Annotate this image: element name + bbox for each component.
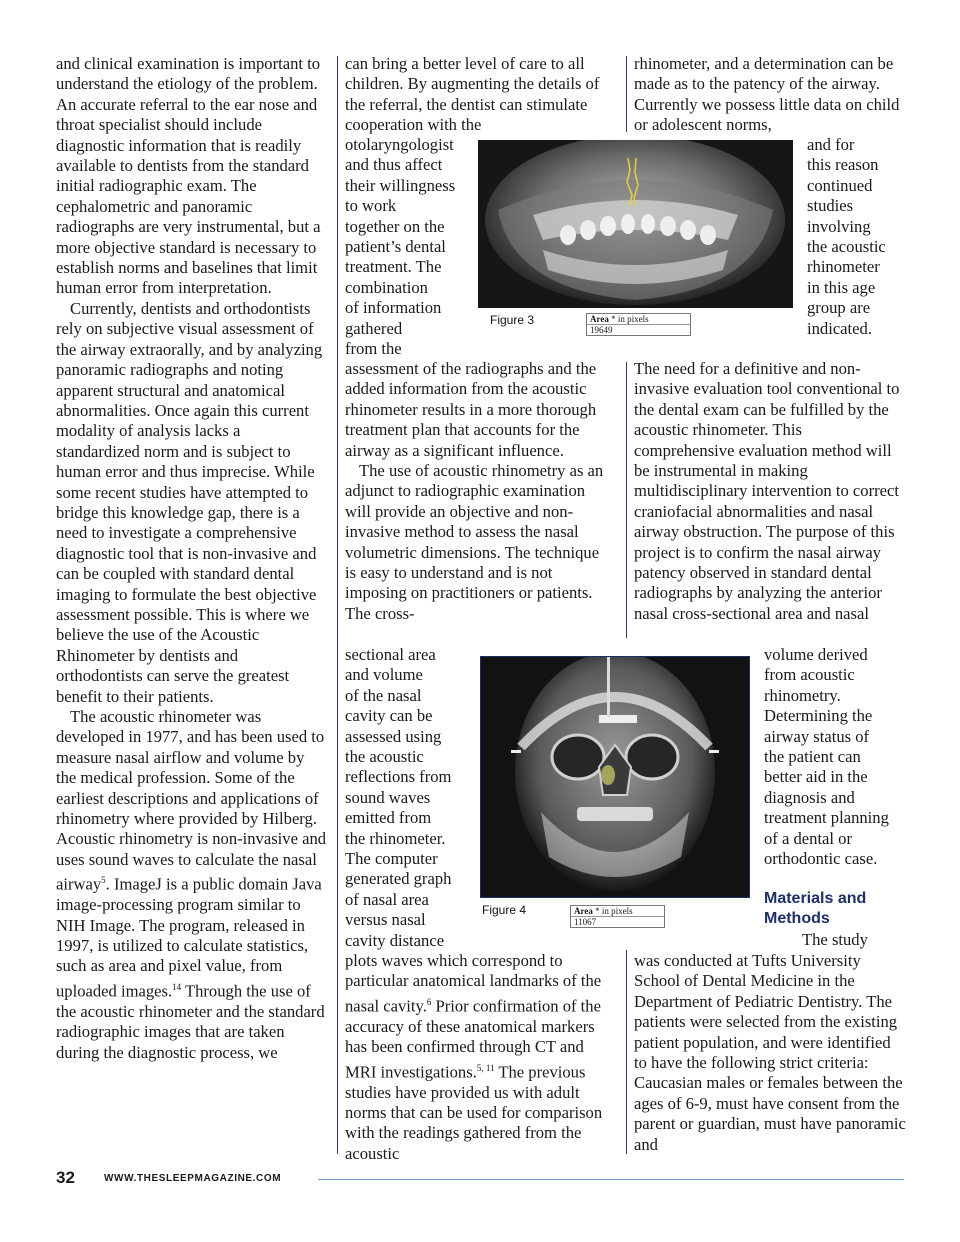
text-line: treatment. The bbox=[345, 257, 442, 277]
text-line: treatment planning bbox=[764, 808, 889, 828]
text-line: orthodontic case. bbox=[764, 849, 878, 869]
website-url[interactable]: WWW.THESLEEPMAGAZINE.COM bbox=[104, 1173, 282, 1184]
text-line: emitted from bbox=[345, 808, 432, 828]
figure-4-cephalometric-radiograph bbox=[480, 656, 750, 898]
area-value: 11067 bbox=[574, 917, 597, 927]
area-unit: * in pixels bbox=[595, 906, 633, 916]
heading-line: Materials and bbox=[764, 890, 867, 907]
text-line: in this age bbox=[807, 277, 876, 297]
area-unit: * in pixels bbox=[611, 314, 649, 324]
text-line: the rhinometer. bbox=[345, 828, 446, 848]
figure-3-panoramic-radiograph bbox=[478, 140, 793, 308]
area-header bbox=[587, 314, 690, 325]
text-line: to work bbox=[345, 196, 397, 216]
text-line: and thus affect bbox=[345, 155, 443, 175]
section-heading bbox=[764, 889, 909, 929]
text-line: The computer bbox=[345, 849, 438, 869]
column-3-bottom bbox=[634, 951, 906, 1155]
paragraph: can bring a better level of care to all children. By augmenting the details of the referral, the dentist can stimulate cooperation with the bbox=[345, 54, 600, 135]
column-divider bbox=[626, 56, 627, 132]
text-line: otolaryngologist bbox=[345, 135, 454, 154]
column-2-top bbox=[345, 54, 607, 136]
heading-line: Methods bbox=[764, 910, 830, 927]
paragraph: was conducted at Tufts University School of Dental Medicine in the Department of Pediatric Dentistry. The patients were selected from the existing patient population, and were identified to have the following strict criteria: Caucasian males or females between the ages of 6-9, must have consent from the parent or guardian, must have panoramic and bbox=[634, 951, 906, 1154]
footer-rule bbox=[318, 1179, 904, 1180]
text-line: patient’s dental bbox=[345, 237, 446, 257]
text: Prior confirmation of the accuracy of these anatomical markers has been confirmed through CT and MRI investigations. bbox=[345, 996, 601, 1082]
figure-3-area-table bbox=[586, 313, 691, 336]
text-line: of nasal area bbox=[345, 889, 429, 909]
column-3-wrap-2 bbox=[764, 645, 909, 869]
text-line: better aid in the bbox=[764, 767, 868, 787]
page-number: 32 bbox=[56, 1168, 75, 1187]
column-1 bbox=[56, 54, 328, 1063]
paragraph: Currently, dentists and orthodontists rely on subjective visual assessment of the airway extraorally, and by analyzing panoramic radiographs and noting apparent structural and anatomical abnormalities. Once again this current modality of analysis lacks a standardized norm and is subject to human error and thus imprecise. While some recent studies have attempted to bridge this knowledge gap, there is a need to investigate a comprehensive diagnostic tool that is non-invasive and can be coupled with standard dental imaging to formulate the best objective assessment possible. This is where we believe the use of the Acoustic Rhinometer by dentists and orthodontists can serve the greatest benefit to their patients. bbox=[56, 298, 323, 706]
text-line: combination bbox=[345, 277, 428, 297]
text-line: assessed using bbox=[345, 726, 442, 746]
text-line: the acoustic bbox=[807, 237, 886, 257]
text-line: volume derived bbox=[764, 645, 868, 664]
paragraph bbox=[345, 951, 611, 1164]
text-line: from acoustic bbox=[764, 665, 855, 685]
text-line: sound waves bbox=[345, 787, 431, 807]
text: plots waves which correspond to particular anatomical landmarks of the nasal cavity. bbox=[345, 951, 602, 1016]
reference: 14 bbox=[172, 981, 182, 992]
text-line: cavity can be bbox=[345, 706, 433, 726]
area-label: Area bbox=[590, 314, 609, 324]
text-line: generated graph bbox=[345, 869, 452, 889]
text-line: rhinometry. bbox=[764, 685, 841, 705]
column-2-bottom bbox=[345, 951, 611, 1164]
text-line: together on the bbox=[345, 216, 445, 236]
text: The previous studies have provided us with adult norms that can be used for comparison with the readings gathered from the acoustic bbox=[345, 1062, 603, 1163]
text-line: and for bbox=[807, 135, 855, 154]
paragraph: The use of acoustic rhinometry as an adjunct to radiographic examination will provide an objective and non-invasive method to assess the nasal volumetric dimensions. The technique is easy to understand and is not imposing on practitioners or patients. The cross- bbox=[345, 461, 604, 623]
column-2-middle bbox=[345, 359, 607, 624]
column-divider bbox=[626, 362, 627, 638]
figure-3-caption: Figure 3 bbox=[490, 313, 535, 327]
text-line: continued bbox=[807, 175, 873, 195]
text-line: indicated. bbox=[807, 318, 872, 338]
paragraph: rhinometer, and a determination can be made as to the patency of the airway. Currently we possess little data on child or adolescent norms, bbox=[634, 54, 900, 135]
text-line: from the bbox=[345, 339, 402, 359]
column-2-wrap-1 bbox=[345, 135, 480, 359]
skull-xray-image bbox=[481, 657, 749, 897]
text-line: and volume bbox=[345, 665, 423, 685]
area-value: 19649 bbox=[590, 325, 613, 335]
text-line: sectional area bbox=[345, 645, 436, 664]
text-line: the acoustic bbox=[345, 747, 424, 767]
area-label: Area bbox=[574, 906, 593, 916]
reference: 6 bbox=[426, 996, 432, 1007]
column-3-first-line bbox=[802, 930, 912, 950]
column-2-wrap-2 bbox=[345, 645, 480, 951]
text-line: airway status of bbox=[764, 726, 870, 746]
text-line: group are bbox=[807, 298, 871, 318]
column-3-middle bbox=[634, 359, 906, 624]
column-divider bbox=[337, 56, 338, 1154]
text: . ImageJ is a public domain Java image-processing program similar to NIH Image. The program, released in 1997, is utilized to calculate statistics, such as area and pixel value, from uploaded images. bbox=[56, 874, 322, 1001]
paragraph: and clinical examination is important to understand the etiology of the problem. An accurate referral to the ear nose and throat specialist should include diagnostic information that is readily available to dentists from the standard initial radiographic exam. The cephalometric and panoramic radiographs are very instrumental, but a more objective standard is necessary to establish norms and baselines that limit human error from interpretation. bbox=[56, 54, 321, 298]
paragraph: The need for a definitive and non-invasive evaluation tool conventional to the dental exam can be fulfilled by the acoustic rhinometer. This comprehensive evaluation method will be instrumental in making multidisciplinary intervention to correct craniofacial abnormalities and nasal airway obstruction. The purpose of this project is to confirm the nasal airway patency observed in standard dental radiographs by analyzing the anterior nasal cross-sectional area and nasal bbox=[634, 359, 900, 623]
area-header bbox=[571, 906, 664, 917]
text-line: of a dental or bbox=[764, 828, 853, 848]
paragraph: assessment of the radiographs and the added information from the acoustic rhinometer results in a more thorough treatment plan that accounts for the airway as a significant influence. bbox=[345, 359, 597, 460]
reference: 5, 11 bbox=[476, 1062, 495, 1073]
paragraph bbox=[56, 707, 328, 1063]
panoramic-xray-image bbox=[478, 140, 793, 308]
text-line: rhinometer bbox=[807, 257, 880, 277]
text-line: The study bbox=[802, 930, 868, 949]
text-line: Determining the bbox=[764, 706, 873, 726]
text-line: cavity distance bbox=[345, 930, 445, 950]
text-line: versus nasal bbox=[345, 910, 426, 930]
text-line: of the nasal bbox=[345, 685, 422, 705]
text-line: involving bbox=[807, 216, 871, 236]
text-line: their willingness bbox=[345, 175, 456, 195]
text-line: this reason bbox=[807, 155, 879, 175]
column-3-top bbox=[634, 54, 906, 136]
text-line: of information bbox=[345, 298, 442, 318]
column-divider bbox=[626, 950, 627, 1154]
text-line: studies bbox=[807, 196, 854, 216]
text: Through the use of the acoustic rhinometer and the standard radiographic images that are taken during the diagnostic process, we bbox=[56, 981, 325, 1062]
text: The acoustic rhinometer was developed in 1977, and has been used to measure nasal airflow and volume by the medical profession. Some of the earliest descriptions and applications of rhinometry where provided by Hilberg. Acoustic rhinometry is non-invasive and uses sound waves to calculate the nasal airway bbox=[56, 707, 327, 894]
reference: 5 bbox=[101, 875, 106, 886]
figure-4-area-table bbox=[570, 905, 665, 928]
text-line: the patient can bbox=[764, 747, 861, 767]
text-line: diagnosis and bbox=[764, 787, 855, 807]
text-line: reflections from bbox=[345, 767, 452, 787]
column-3-wrap-1 bbox=[807, 135, 907, 339]
figure-4-caption: Figure 4 bbox=[482, 903, 527, 917]
text-line: gathered bbox=[345, 318, 403, 338]
